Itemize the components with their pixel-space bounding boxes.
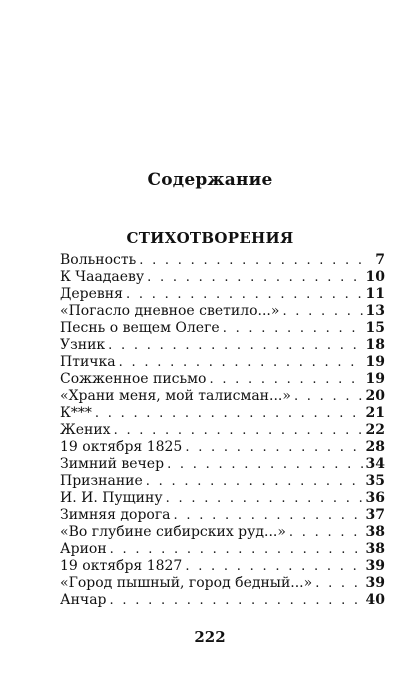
toc-entry-page: 35 (365, 473, 385, 489)
toc-entry-page: 40 (365, 592, 385, 608)
toc-entry (60, 405, 385, 422)
toc-entry-page: 28 (365, 439, 385, 455)
toc-entry-title: «Город пышный, город бедный...» (60, 575, 313, 591)
dot-leader (185, 558, 362, 575)
dot-leader (289, 524, 363, 541)
toc-entry-page: 38 (365, 524, 385, 540)
toc-entry (60, 558, 385, 575)
toc-entry (60, 269, 385, 286)
toc-entry (60, 456, 385, 473)
toc-entry-page: 19 (365, 354, 385, 370)
toc-entry-title: 19 октября 1825 (60, 439, 183, 455)
toc-entry (60, 490, 385, 507)
dot-leader (174, 507, 363, 524)
page-title: Содержание (147, 170, 273, 190)
dot-leader (282, 303, 362, 320)
toc-entry (60, 473, 385, 490)
toc-entry-page: 39 (365, 558, 385, 574)
dot-leader (147, 269, 362, 286)
dot-leader (209, 371, 362, 388)
toc-entry-title: Анчар (60, 592, 107, 608)
page-number: 222 (194, 628, 226, 646)
toc-entry-title: Вольность (60, 252, 137, 268)
toc-entry (60, 354, 385, 371)
toc-entry-title: Узник (60, 337, 106, 353)
toc-entry (60, 575, 385, 592)
toc-entry-title: К Чаадаеву (60, 269, 145, 285)
toc-entry-page: 21 (365, 405, 385, 421)
toc-entry-page: 37 (365, 507, 385, 523)
dot-leader (114, 422, 363, 439)
toc-entry (60, 439, 385, 456)
dot-leader (139, 252, 366, 269)
toc-entry-title: К*** (60, 405, 92, 421)
dot-leader (146, 473, 363, 490)
toc-entry-page: 20 (365, 388, 385, 404)
toc-entry-page: 7 (375, 252, 385, 268)
toc-entry (60, 320, 385, 337)
toc-entry (60, 337, 385, 354)
toc-entry-title: «Во глубине сибирских руд...» (60, 524, 286, 540)
dot-leader (167, 456, 362, 473)
toc-entry-page: 39 (365, 575, 385, 591)
toc-entry-title: Зимняя дорога (60, 507, 171, 523)
dot-leader (119, 354, 363, 371)
toc-entry-page: 11 (365, 286, 385, 302)
toc-entry-title: И. И. Пущину (60, 490, 163, 506)
toc-entry (60, 252, 385, 269)
toc-entry-page: 36 (365, 490, 385, 506)
toc-entry (60, 541, 385, 558)
dot-leader (185, 439, 362, 456)
dot-leader (166, 490, 363, 507)
dot-leader (108, 337, 362, 354)
toc-entry-title: 19 октября 1827 (60, 558, 183, 574)
table-of-contents (60, 252, 385, 609)
dot-leader (223, 320, 363, 337)
toc-entry-page: 22 (365, 422, 385, 438)
toc-entry-page: 15 (365, 320, 385, 336)
toc-entry-title: «Храни меня, мой талисман...» (60, 388, 291, 404)
dot-leader (95, 405, 363, 422)
dot-leader (294, 388, 363, 405)
toc-entry (60, 286, 385, 303)
dot-leader (110, 541, 363, 558)
toc-entry-title: «Погасло дневное светило...» (60, 303, 280, 319)
dot-leader (315, 575, 362, 592)
toc-entry-page: 38 (365, 541, 385, 557)
toc-entry-page: 10 (365, 269, 385, 285)
toc-entry-title: Арион (60, 541, 107, 557)
dot-leader (110, 592, 363, 609)
toc-entry (60, 422, 385, 439)
toc-entry-title: Жених (60, 422, 111, 438)
toc-entry-page: 18 (365, 337, 385, 353)
toc-entry-title: Сожженное письмо (60, 371, 207, 387)
dot-leader (126, 286, 363, 303)
toc-entry (60, 592, 385, 609)
section-heading: СТИХОТВОРЕНИЯ (126, 229, 294, 247)
toc-entry (60, 371, 385, 388)
toc-entry-title: Зимний вечер (60, 456, 165, 472)
toc-entry-title: Песнь о вещем Олеге (60, 320, 220, 336)
toc-entry-title: Птичка (60, 354, 116, 370)
toc-entry-title: Деревня (60, 286, 123, 302)
toc-entry (60, 388, 385, 405)
toc-entry (60, 507, 385, 524)
toc-entry (60, 303, 385, 320)
toc-entry-page: 19 (365, 371, 385, 387)
toc-entry (60, 524, 385, 541)
toc-entry-page: 34 (365, 456, 385, 472)
toc-entry-page: 13 (365, 303, 385, 319)
toc-entry-title: Признание (60, 473, 143, 489)
